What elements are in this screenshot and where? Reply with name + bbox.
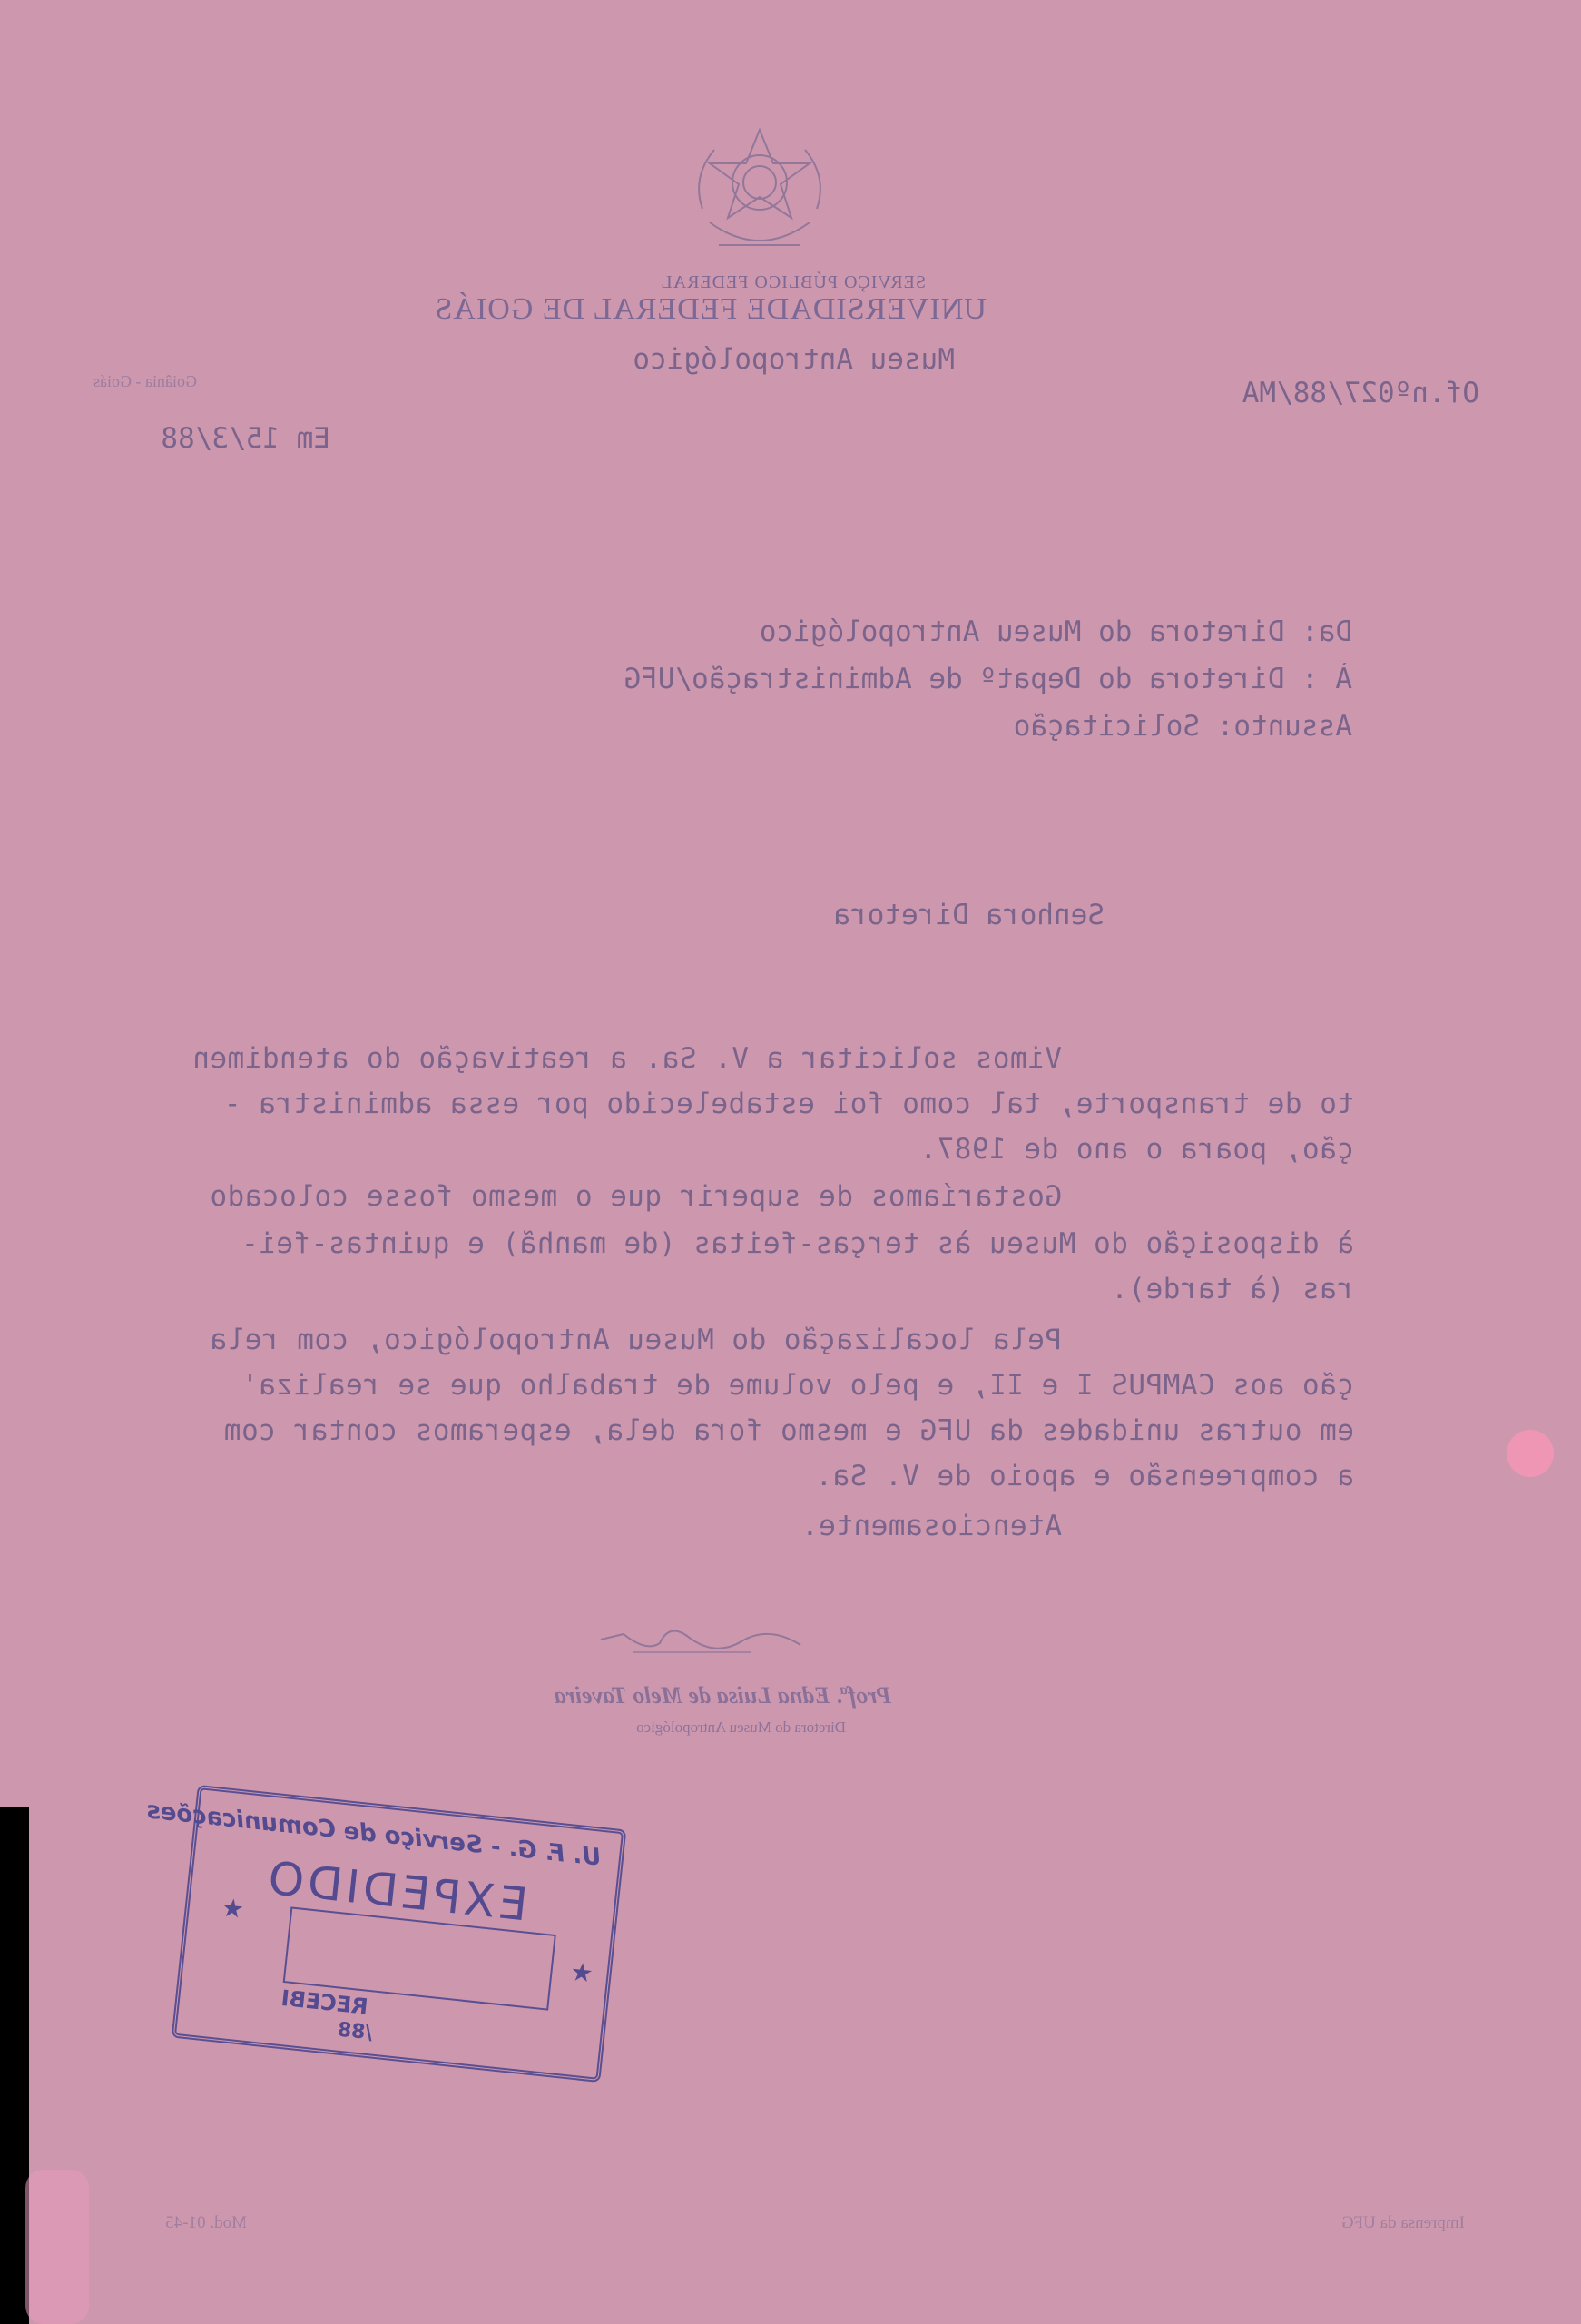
punch-hole (1507, 1430, 1554, 1477)
stamp-status: EXPEDIDO (261, 1851, 531, 1932)
salutation: Senhora Diretora (833, 899, 1105, 931)
star-icon: ★ (568, 1956, 595, 1989)
footer-form-code: Mod. 01-45 (165, 2213, 247, 2232)
received-stamp (145, 1785, 627, 2083)
reference-number: Of.nº027/88/MA (1242, 377, 1479, 409)
addressing-from: Da: Diretora do Museu Antropológico (759, 615, 1352, 648)
stamp-field-label: RECEBI (280, 1984, 369, 2020)
body-line: em outras unidades da UFG e mesmo fora dela, esperamos contar com (223, 1414, 1354, 1447)
body-line: to de transporte, tal como foi estabelecido por essa administra - (223, 1088, 1354, 1120)
body-line: Vimos solicitar a V. Sa. a reativação do atendimen (191, 1042, 1062, 1075)
signature-title: Diretora do Museu Antropológico (636, 1718, 846, 1736)
stamp-field-suffix: /88 (336, 2018, 374, 2045)
addressing-to: À : Diretora do Depatº de Administração/UFG (624, 663, 1352, 695)
reference-date: Em 15/3/88 (161, 422, 330, 455)
signature-name: Profª. Edna Luisa de Melo Taveira (554, 1682, 891, 1709)
body-line: ção, poara o ano de 1987. (918, 1133, 1354, 1166)
body-line: Pela localização do Museu Antropológico, com rela (209, 1324, 1062, 1356)
letterhead-department: Museu Antropológico (633, 343, 955, 376)
letterhead-university: UNIVERSIDADE FEDERAL DE GOIÁS (434, 292, 987, 326)
footer-printer: Imprensa da UFG (1340, 2213, 1465, 2232)
body-line: Gostaríamos de superir que o mesmo fosse colocado (209, 1180, 1062, 1213)
body-line: à disposição do Museu às terças-feitas (de manhã) e quintas-fei- (241, 1227, 1354, 1260)
closing: Atenciosamente. (800, 1510, 1062, 1542)
addressing-subject: Assunto: Solicitação (1013, 710, 1352, 743)
body-line: ção aos CAMPUS I e II, e pelo volume de trabalho que se realiza' (241, 1369, 1354, 1402)
letterhead-service: SERVIÇO PÚBLICO FEDERAL (660, 272, 926, 292)
body-line: a compreensão e apoio de V. Sa. (814, 1460, 1354, 1492)
body-line: ras (à tarde). (1110, 1273, 1354, 1305)
star-icon: ★ (220, 1892, 246, 1925)
letterhead-city: Goiânia - Goiás (93, 372, 197, 390)
stamp-org: U. F. G. - Serviço de Comunicações (145, 1797, 603, 1872)
faded-corner (25, 2170, 89, 2324)
